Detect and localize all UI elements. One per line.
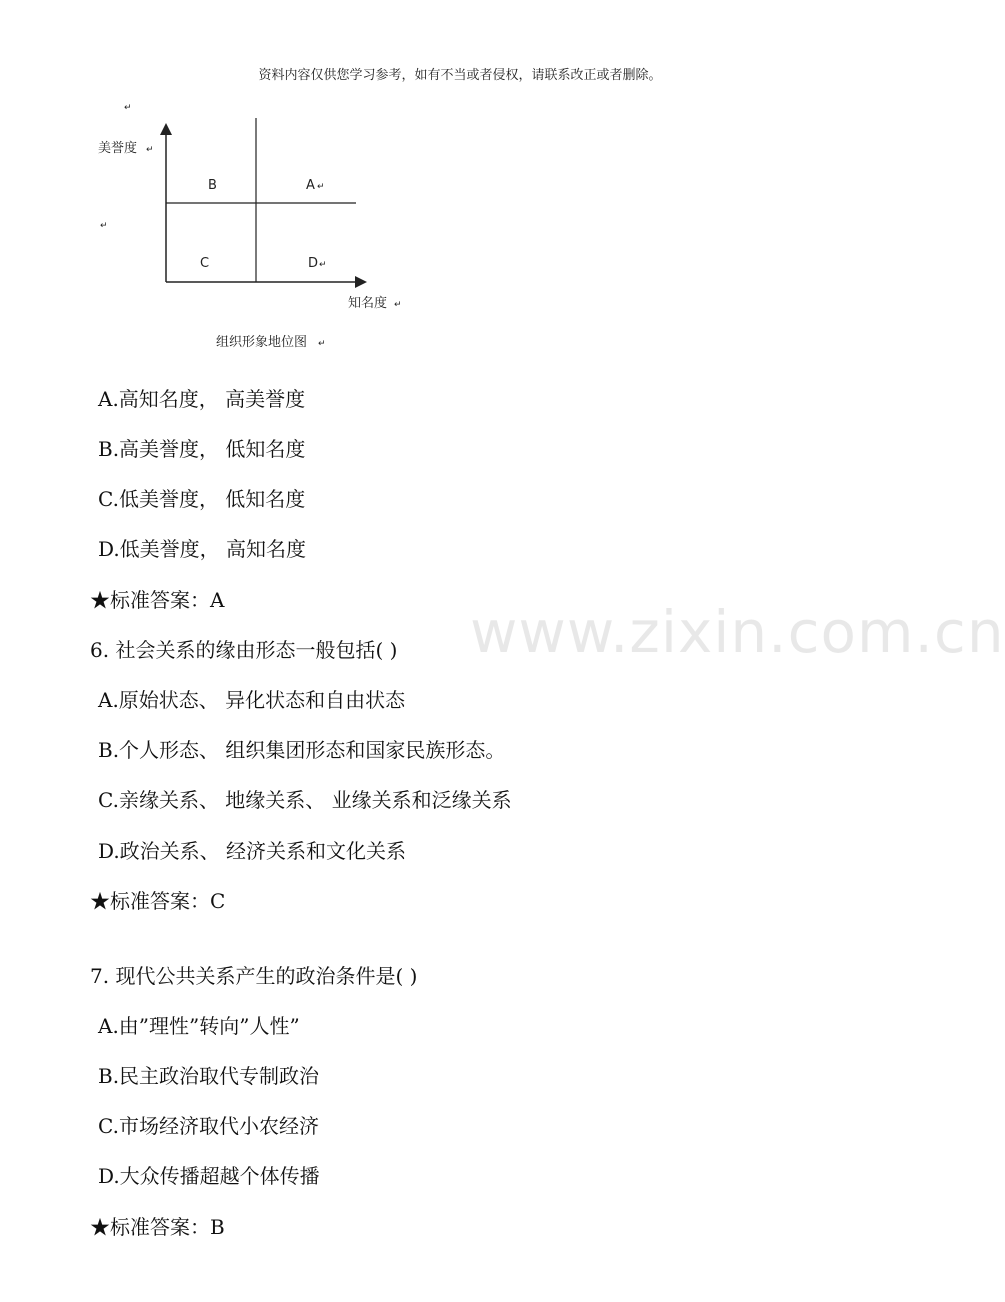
q5-answer: ★标准答案：A [90,588,225,612]
q6-option-c: C.亲缘关系、 地缘关系、 业缘关系和泛缘关系 [98,788,512,812]
q7-option-a: A.由”理性”转向”人性” [98,1014,300,1038]
page-header-notice: 资料内容仅供您学习参考，如有不当或者侵权，请联系改正或者删除。 [258,68,662,83]
q6-option-b: B.个人形态、 组织集团形态和国家民族形态。 [98,738,506,762]
q5-option-b: B.高美誉度， 低知名度 [98,437,306,461]
q7-answer: ★标准答案：B [90,1215,225,1239]
organization-image-position-diagram [90,100,430,360]
quadrant-a: A [306,178,315,193]
paragraph-mark: ↵ [124,103,132,113]
paragraph-mark: ↵ [100,221,108,231]
q7-option-c: C.市场经济取代小农经济 [98,1114,319,1138]
watermark: www.zixin.com.cn [470,598,1005,666]
quadrant-diagram-svg [90,100,430,360]
q6-option-a: A.原始状态、 异化状态和自由状态 [98,688,406,712]
paragraph-mark: ↵ [394,300,402,310]
q7-option-d: D.大众传播超越个体传播 [98,1164,320,1188]
quadrant-d: D [308,256,319,271]
quadrant-b: B [208,178,217,193]
paragraph-mark: ↵ [318,339,326,349]
q5-option-c: C.低美誉度， 低知名度 [98,487,306,511]
diagram-caption: 组织形象地位图 [216,335,308,350]
paragraph-mark: ↵ [146,145,154,155]
paragraph-mark: ↵ [317,182,325,192]
q7-option-b: B.民主政治取代专制政治 [98,1064,320,1088]
q7-question: 7. 现代公共关系产生的政治条件是( ) [90,964,418,988]
y-axis-label: 美誉度 [98,141,138,156]
quadrant-c: C [200,256,210,271]
q5-option-d: D.低美誉度， 高知名度 [98,537,307,561]
q6-answer: ★标准答案：C [90,889,226,913]
paragraph-mark: ↵ [319,260,327,270]
q6-option-d: D.政治关系、 经济关系和文化关系 [98,839,407,863]
x-axis-label: 知名度 [348,296,388,311]
q6-question: 6. 社会关系的缘由形态一般包括( ) [90,638,398,662]
q5-option-a: A.高知名度， 高美誉度 [98,387,306,411]
